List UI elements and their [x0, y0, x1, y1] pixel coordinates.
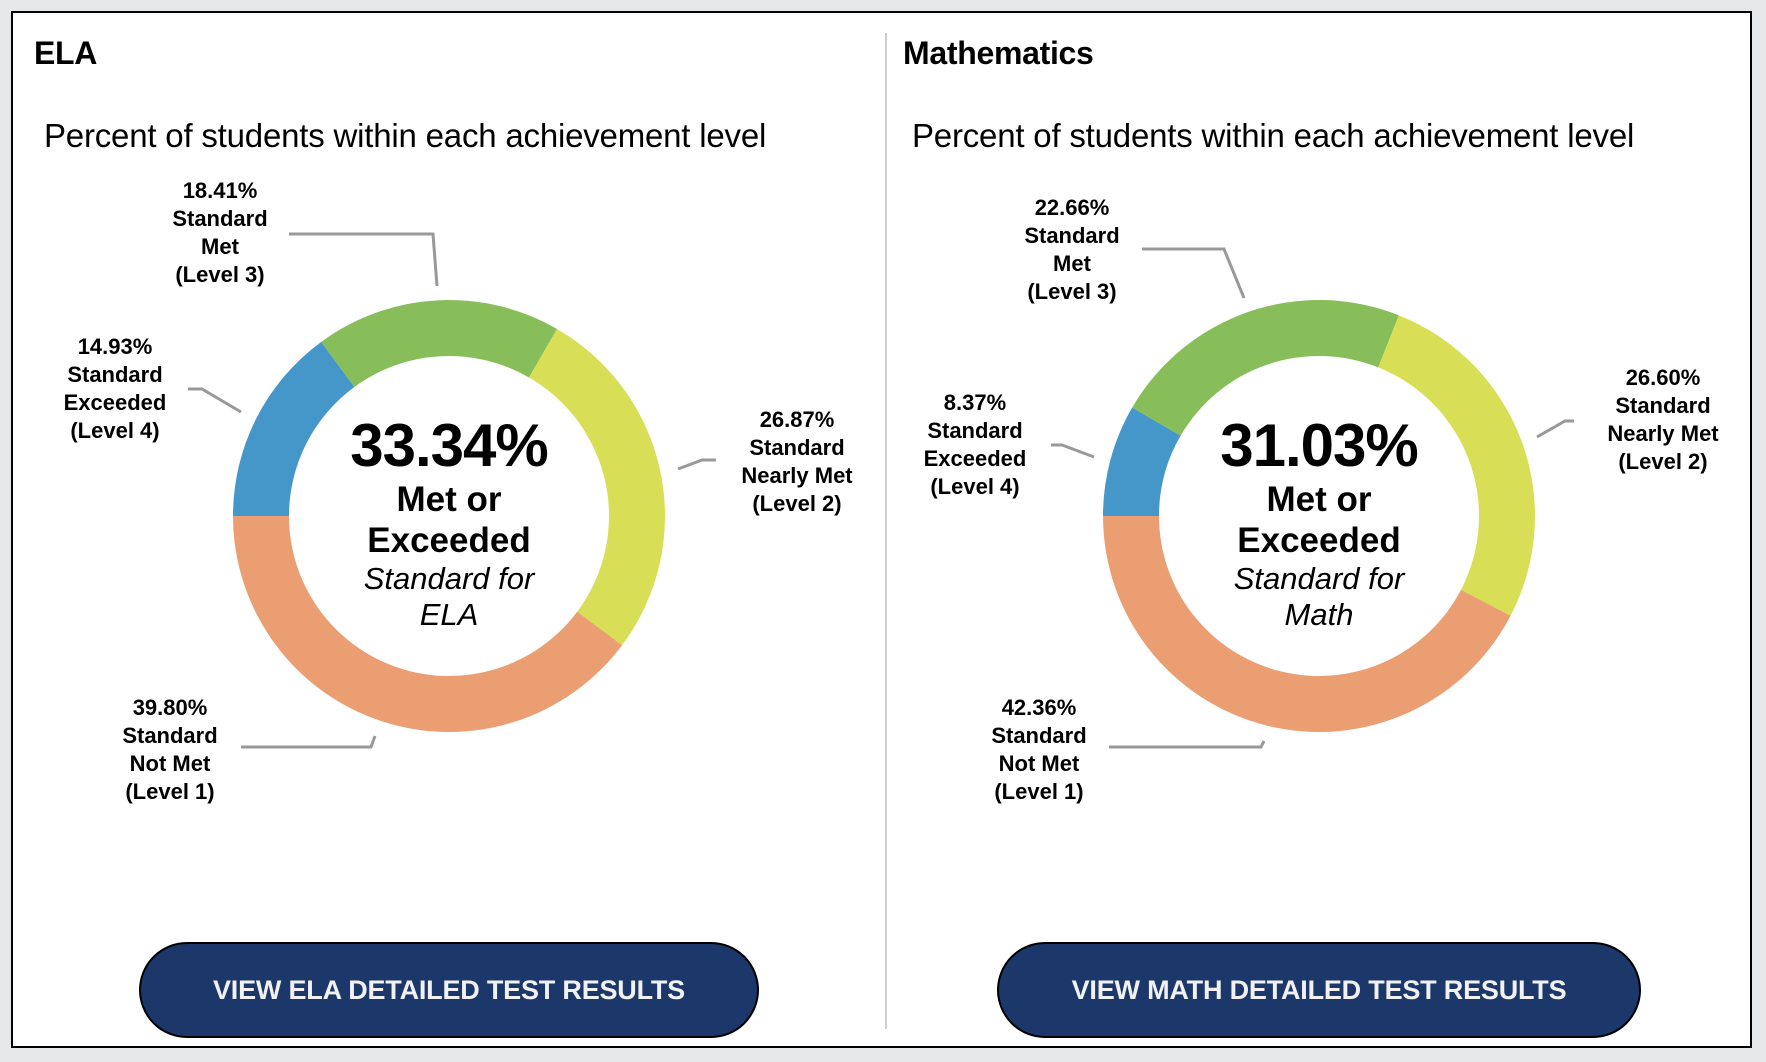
- label-percent: 42.36%: [1001, 695, 1077, 720]
- label-line: Not Met: [129, 751, 211, 776]
- label-line: Nearly Met: [1607, 421, 1719, 446]
- label-line: (Level 4): [70, 418, 160, 443]
- label-line: Standard: [67, 362, 163, 387]
- math-center-line4: Math: [1284, 597, 1354, 632]
- label-line: (Level 3): [1027, 279, 1117, 304]
- label-percent: 14.93%: [77, 334, 153, 359]
- label-line: Standard: [1615, 393, 1711, 418]
- view-ela-results-button[interactable]: VIEW ELA DETAILED TEST RESULTS: [139, 942, 759, 1038]
- label-line: Met: [1053, 251, 1091, 276]
- label-line: (Level 3): [175, 262, 265, 287]
- label-percent: 8.37%: [943, 390, 1007, 415]
- label-line: (Level 1): [125, 779, 215, 804]
- math-center-line1: Met or: [1266, 480, 1372, 519]
- ela-center-line4: ELA: [419, 597, 479, 632]
- results-card: [11, 11, 1752, 1048]
- label-line: Exceeded: [63, 390, 167, 415]
- math-label-level4: [885, 389, 1065, 501]
- math-center-line3: Standard for: [1233, 561, 1405, 596]
- label-line: Exceeded: [923, 446, 1027, 471]
- math-label-level1: [949, 694, 1129, 806]
- ela-center-percent: 33.34%: [350, 412, 548, 479]
- ela-label-level1: [80, 694, 260, 806]
- math-title: Mathematics: [903, 35, 1094, 71]
- ela-center-line3: Standard for: [363, 561, 535, 596]
- label-line: (Level 1): [994, 779, 1084, 804]
- math-center-line2: Exceeded: [1237, 521, 1401, 560]
- label-line: Standard: [991, 723, 1087, 748]
- ela-subtitle: Percent of students within each achievement level: [44, 117, 767, 154]
- label-percent: 39.80%: [132, 695, 208, 720]
- math-center-percent: 31.03%: [1220, 412, 1418, 479]
- label-line: Standard: [122, 723, 218, 748]
- label-line: Not Met: [998, 751, 1080, 776]
- ela-center-line2: Exceeded: [367, 521, 531, 560]
- ela-label-level4: [25, 333, 205, 445]
- label-percent: 18.41%: [182, 178, 258, 203]
- label-line: (Level 4): [930, 474, 1020, 499]
- label-line: Standard: [749, 435, 845, 460]
- ela-label-level2: [707, 406, 887, 518]
- label-line: Standard: [927, 418, 1023, 443]
- leader-line-level2: [1537, 421, 1574, 437]
- leader-line-level1: [1109, 741, 1264, 747]
- ela-panel: [13, 13, 883, 1046]
- math-label-level3: [982, 194, 1162, 306]
- label-percent: 26.87%: [759, 407, 835, 432]
- label-percent: 26.60%: [1625, 365, 1701, 390]
- ela-center-summary: [319, 413, 579, 633]
- label-percent: 22.66%: [1034, 195, 1110, 220]
- leader-line-level3: [289, 234, 437, 286]
- math-label-level2: [1573, 364, 1753, 476]
- math-panel: [887, 13, 1750, 1046]
- math-subtitle: Percent of students within each achievement level: [912, 117, 1635, 154]
- label-line: (Level 2): [752, 491, 842, 516]
- view-math-results-button[interactable]: VIEW MATH DETAILED TEST RESULTS: [997, 942, 1641, 1038]
- ela-title: ELA: [34, 35, 98, 71]
- label-line: (Level 2): [1618, 449, 1708, 474]
- label-line: Standard: [172, 206, 268, 231]
- leader-line-level1: [241, 736, 375, 747]
- label-line: Met: [201, 234, 239, 259]
- label-line: Standard: [1024, 223, 1120, 248]
- math-center-summary: [1189, 413, 1449, 633]
- ela-label-level3: [130, 177, 310, 289]
- label-line: Nearly Met: [741, 463, 853, 488]
- ela-center-line1: Met or: [396, 480, 502, 519]
- donut-segment: [321, 300, 557, 387]
